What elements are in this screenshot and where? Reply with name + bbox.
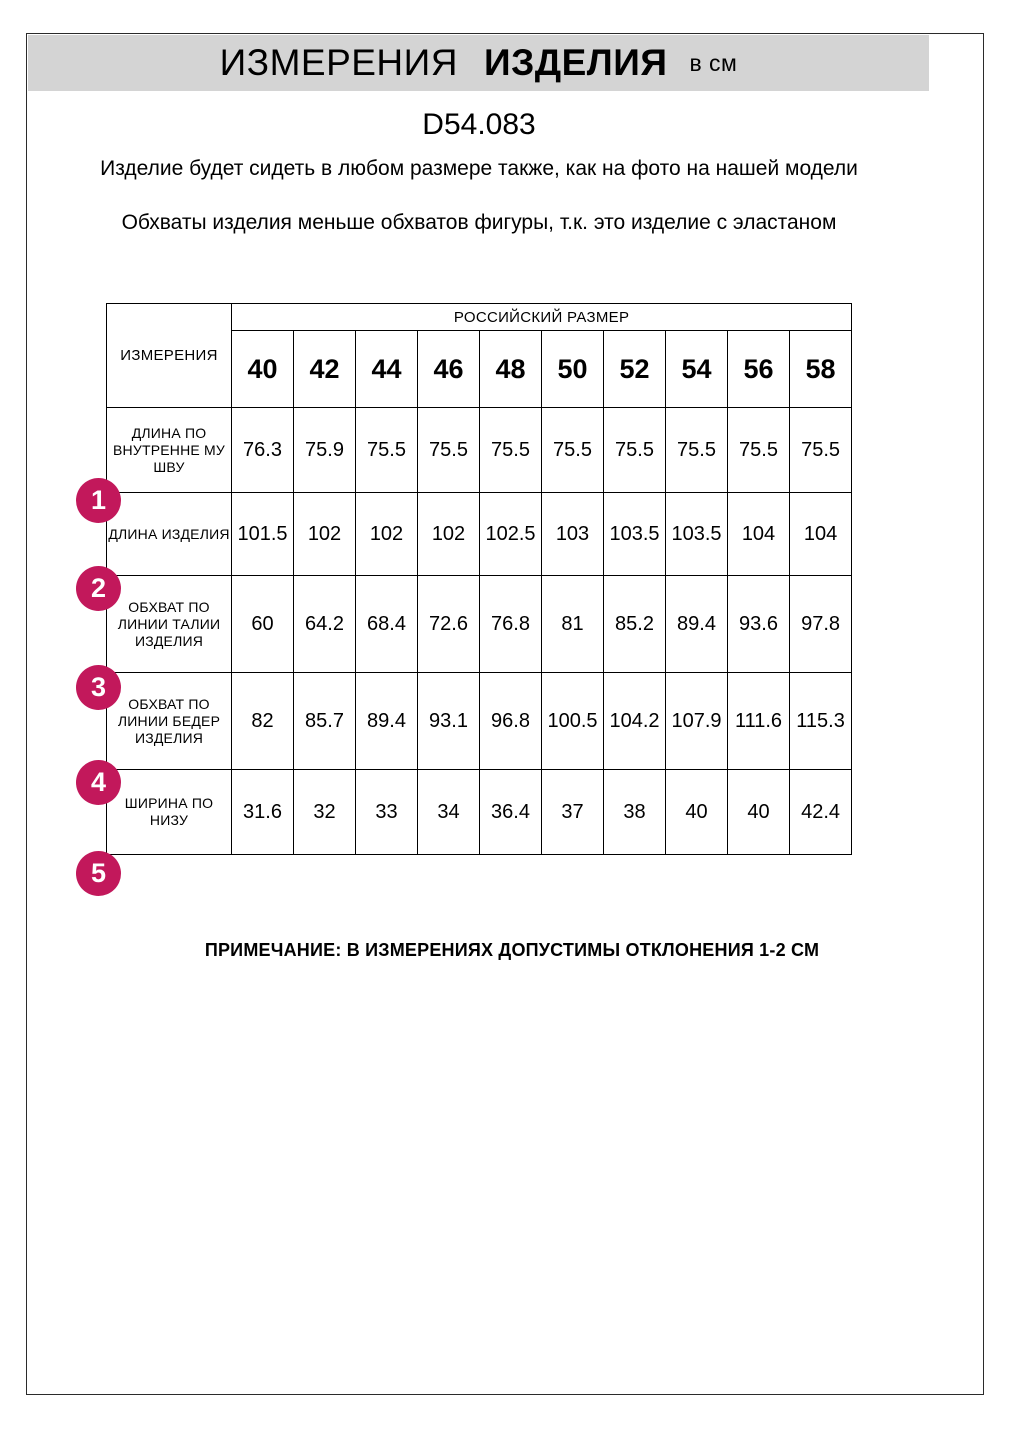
row-label-2: ОБХВАТ ПО ЛИНИИ ТАЛИИ ИЗДЕЛИЯ xyxy=(107,576,232,673)
row-label-4: ШИРИНА ПО НИЗУ xyxy=(107,770,232,855)
cell-2-8: 93.6 xyxy=(728,576,790,673)
cell-1-9: 104 xyxy=(790,493,852,576)
size-table-wrapper xyxy=(106,303,851,855)
table-row xyxy=(107,493,852,576)
cell-4-5: 37 xyxy=(542,770,604,855)
cell-2-4: 76.8 xyxy=(480,576,542,673)
size-table xyxy=(106,303,852,855)
row-badge-4: 4 xyxy=(76,760,121,805)
cell-0-7: 75.5 xyxy=(666,408,728,493)
cell-0-3: 75.5 xyxy=(418,408,480,493)
row-badge-1: 1 xyxy=(76,478,121,523)
cell-0-4: 75.5 xyxy=(480,408,542,493)
size-header-9: 58 xyxy=(790,331,852,408)
intro-block xyxy=(79,155,879,237)
cell-1-2: 102 xyxy=(356,493,418,576)
cell-2-2: 68.4 xyxy=(356,576,418,673)
intro-line-elastane: Обхваты изделия меньше обхватов фигуры, т.к. это изделие с эластаном xyxy=(121,211,837,234)
size-header-3: 46 xyxy=(418,331,480,408)
cell-4-1: 32 xyxy=(294,770,356,855)
table-row xyxy=(107,576,852,673)
cell-2-3: 72.6 xyxy=(418,576,480,673)
cell-4-2: 33 xyxy=(356,770,418,855)
cell-3-0: 82 xyxy=(232,673,294,770)
row-label-0: ДЛИНА ПО ВНУТРЕННЕ МУ ШВУ xyxy=(107,408,232,493)
cell-0-1: 75.9 xyxy=(294,408,356,493)
header-measurements: ИЗМЕРЕНИЯ xyxy=(107,304,232,408)
cell-2-7: 89.4 xyxy=(666,576,728,673)
cell-0-8: 75.5 xyxy=(728,408,790,493)
cell-4-0: 31.6 xyxy=(232,770,294,855)
cell-3-4: 96.8 xyxy=(480,673,542,770)
row-label-1: ДЛИНА ИЗДЕЛИЯ xyxy=(107,493,232,576)
size-header-5: 50 xyxy=(542,331,604,408)
title-banner xyxy=(28,35,929,91)
cell-3-6: 104.2 xyxy=(604,673,666,770)
cell-1-4: 102.5 xyxy=(480,493,542,576)
size-header-4: 48 xyxy=(480,331,542,408)
cell-3-1: 85.7 xyxy=(294,673,356,770)
size-header-8: 56 xyxy=(728,331,790,408)
cell-2-0: 60 xyxy=(232,576,294,673)
table-row xyxy=(107,673,852,770)
table-header-group-row xyxy=(107,304,852,331)
cell-2-6: 85.2 xyxy=(604,576,666,673)
cell-3-9: 115.3 xyxy=(790,673,852,770)
cell-3-3: 93.1 xyxy=(418,673,480,770)
cell-4-8: 40 xyxy=(728,770,790,855)
row-badge-5: 5 xyxy=(76,851,121,896)
title-unit: в см xyxy=(689,49,738,76)
cell-0-6: 75.5 xyxy=(604,408,666,493)
size-header-6: 52 xyxy=(604,331,666,408)
cell-1-0: 101.5 xyxy=(232,493,294,576)
cell-4-3: 34 xyxy=(418,770,480,855)
note-text: ПРИМЕЧАНИЕ: В ИЗМЕРЕНИЯХ ДОПУСТИМЫ ОТКЛОНЕНИЯ 1-2 СМ xyxy=(204,940,820,960)
row-label-3: ОБХВАТ ПО ЛИНИИ БЕДЕР ИЗДЕЛИЯ xyxy=(107,673,232,770)
row-badge-3: 3 xyxy=(76,665,121,710)
title-measurements: ИЗМЕРЕНИЯ xyxy=(219,42,458,83)
cell-0-0: 76.3 xyxy=(232,408,294,493)
row-badge-2: 2 xyxy=(76,566,121,611)
cell-0-9: 75.5 xyxy=(790,408,852,493)
cell-2-5: 81 xyxy=(542,576,604,673)
cell-4-6: 38 xyxy=(604,770,666,855)
intro-line-fit: Изделие будет сидеть в любом размере также, как на фото на нашей модели xyxy=(100,157,858,180)
cell-2-9: 97.8 xyxy=(790,576,852,673)
cell-1-6: 103.5 xyxy=(604,493,666,576)
cell-3-7: 107.9 xyxy=(666,673,728,770)
cell-1-8: 104 xyxy=(728,493,790,576)
size-header-2: 44 xyxy=(356,331,418,408)
table-row xyxy=(107,408,852,493)
cell-1-3: 102 xyxy=(418,493,480,576)
model-code: D54.083 xyxy=(422,108,536,141)
size-header-7: 54 xyxy=(666,331,728,408)
cell-1-1: 102 xyxy=(294,493,356,576)
header-size-group: РОССИЙСКИЙ РАЗМЕР xyxy=(232,304,852,331)
cell-4-7: 40 xyxy=(666,770,728,855)
cell-0-5: 75.5 xyxy=(542,408,604,493)
cell-3-5: 100.5 xyxy=(542,673,604,770)
table-row xyxy=(107,770,852,855)
size-header-0: 40 xyxy=(232,331,294,408)
cell-2-1: 64.2 xyxy=(294,576,356,673)
cell-1-5: 103 xyxy=(542,493,604,576)
cell-4-9: 42.4 xyxy=(790,770,852,855)
cell-3-2: 89.4 xyxy=(356,673,418,770)
title-product: ИЗДЕЛИЯ xyxy=(483,42,668,83)
size-header-1: 42 xyxy=(294,331,356,408)
cell-3-8: 111.6 xyxy=(728,673,790,770)
cell-0-2: 75.5 xyxy=(356,408,418,493)
cell-4-4: 36.4 xyxy=(480,770,542,855)
cell-1-7: 103.5 xyxy=(666,493,728,576)
